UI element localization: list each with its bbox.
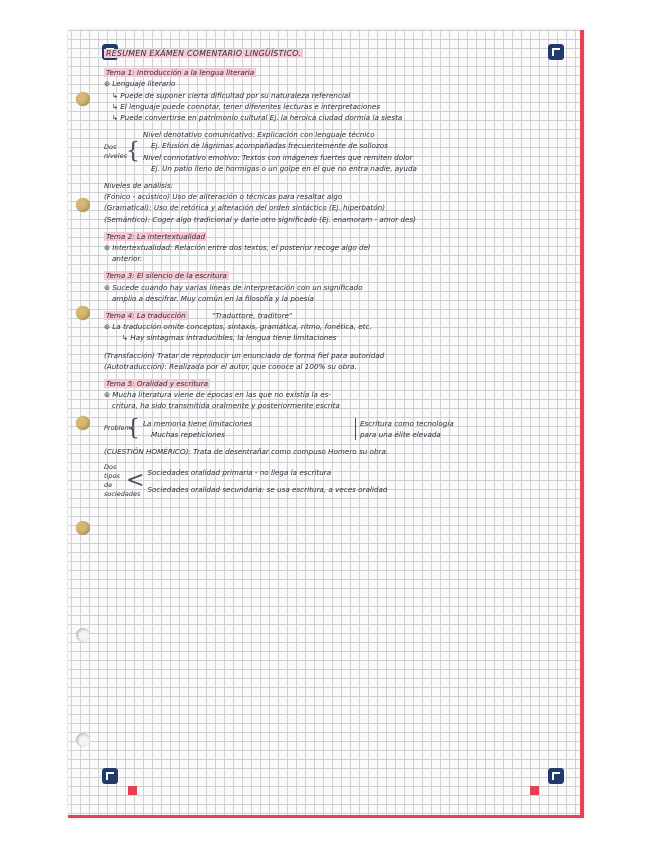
section-heading: Tema 3: El silencio de la escritura [106,271,227,281]
note-line: ↳ Puede de suponer cierta dificultad por su naturaleza referencial [112,90,351,100]
note-line: Ej. Un patio lleno de hormigas o un golpe en el que no entra nadie, ayuda [151,163,417,173]
side-label: Dos niveles [104,142,127,160]
corner-red-square-icon [530,786,539,795]
corner-red-square-icon [128,786,137,795]
note-line: (Fónico - acústico) Uso de aliteración o técnicas para resaltar algo [104,192,343,202]
side-label: Dos tipos de sociedades [104,463,141,499]
note-line: ⊛ La traducción omite conceptos, sintaxis, gramática, ritmo, fonética, etc. [104,322,372,332]
brace-icon: { [126,415,140,441]
note-line: ↳ Puede convertirse en patrimonio cultural Ej. la heroica ciudad dormía la siesta [112,113,403,123]
brace-icon: { [126,138,140,164]
note-line: amplio a descifrar. Muy común en la filosofía y la poesía [112,293,314,303]
note-line: Sociedades oralidad primaria - no llega la escritura [147,468,332,478]
red-margin-line [580,30,584,818]
niveles-group [104,129,569,174]
binder-hole-icon [76,521,90,535]
page-title: RESUMEN EXÁMEN COMENTARIO LINGÜÍSTICO. [106,49,301,58]
note-line: (Autotraducción): Realizada por el autor, que conoce al 100% su obra. [104,361,357,371]
brace-icon: < [126,468,145,494]
binder-hole-icon [76,733,90,747]
quote-text: "Traduttore, traditore" [212,311,293,321]
binder-hole-icon [76,628,90,642]
note-line: ⊛ Sucede cuando hay varias líneas de interpretación con un significado [104,282,363,292]
note-line: (Semántico): Coger algo tradicional y darle otro significado (Ej. enamoram - amor des) [104,214,416,224]
problema-group [104,415,569,441]
binder-hole-icon [76,92,90,106]
note-line: critura, ha sido transmitida oralmente y posteriormente escrita [112,401,340,411]
note-line: anterior. [112,254,143,264]
red-bottom-line [68,815,584,818]
note-line: ⊛ Intertextualidad: Relación entre dos textos, el posterior recoge algo del [104,243,371,253]
note-line: Ej. Efusión de lágrimas acompañadas frecuentemente de sollozos [151,141,388,151]
note-line: (CUESTIÓN HOMÉRICO): Trata de desentrañar como compuso Homero su obra. [104,447,389,457]
note-line: Muchas repeticiones [151,429,225,439]
note-line: ↳ El lenguaje puede connotar, tener diferentes lecturas e interpretaciones [112,101,381,111]
note-line: ⊛ Lenguaje literario [104,79,176,89]
binder-hole-icon [76,306,90,320]
note-line: Sociedades oralidad secundaria: se usa escritura, a veces oralidad [147,485,388,495]
handwritten-notes [104,48,569,499]
section-heading: Tema 1: Introducción a la lengua literaria [106,68,255,78]
note-line: Escritura como tecnología [360,418,454,428]
subheading: Niveles de análisis: [104,181,174,191]
section-heading: Tema 2: La intertextualidad [106,231,206,241]
note-line: (Gramatical): Uso de retórica y alteración del orden sintáctico (Ej. hiperbatón) [104,203,385,213]
note-line: Nivel denotativo comunicativo: Explicación con lenguaje técnico [143,130,375,140]
sociedades-group [104,463,569,499]
note-line: ⊛ Mucha literatura viene de épocas en las que no existía la es- [104,390,331,400]
corner-logo-icon [548,768,564,784]
note-line: para una élite elevada [360,429,441,439]
note-line: Nivel connotativo emotivo: Textos con imágenes fuertes que remiten dolor [143,152,413,162]
corner-logo-icon [102,768,118,784]
note-line: (Transfacción) Tratar de reproducir un enunciado de forma fiel para autoridad [104,350,385,360]
note-line: La memoria tiene limitaciones [143,418,252,428]
binder-hole-icon [76,416,90,430]
note-line: ↳ Hay sintagmas intraducibles, la lengua tiene limitaciones [122,333,337,343]
section-heading: Tema 4: La traducción "Traduttore, traditore" [106,311,293,321]
binder-hole-icon [76,198,90,212]
side-label: Problema [104,424,135,433]
section-heading: Tema 5: Oralidad y escritura [106,379,209,389]
